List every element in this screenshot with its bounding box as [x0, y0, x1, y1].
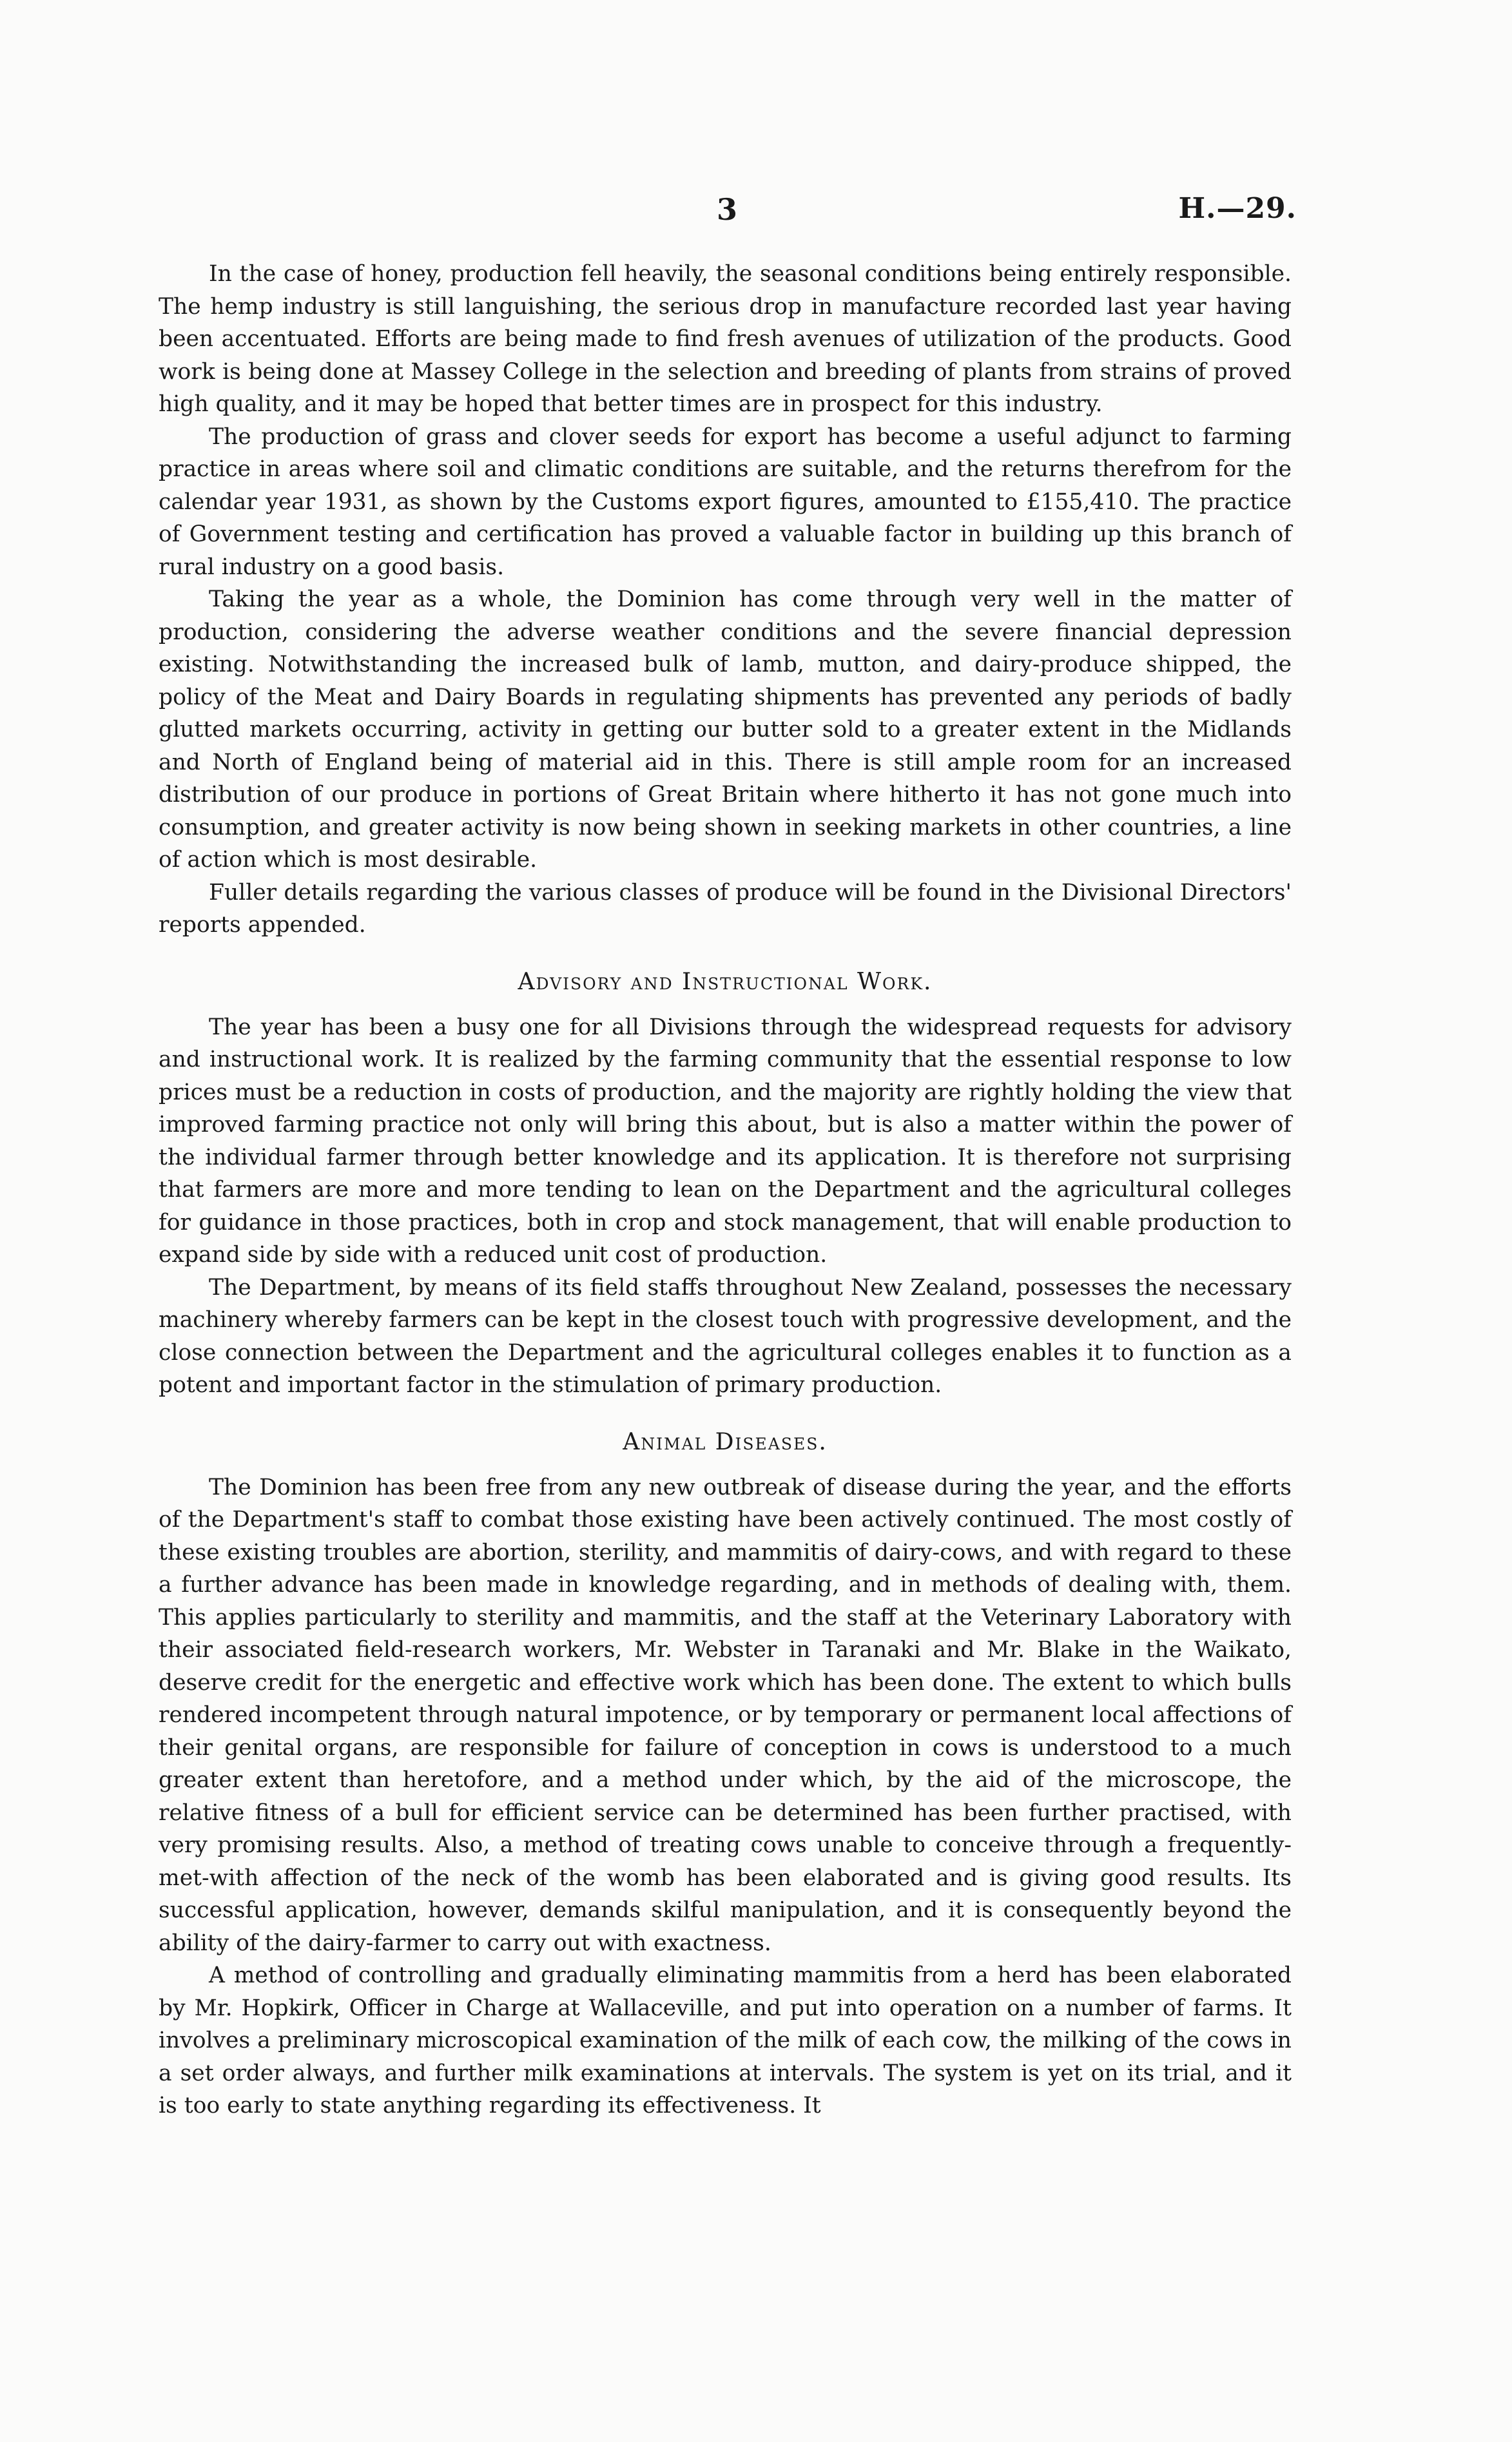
section-heading: Animal Diseases. — [623, 1428, 828, 1455]
section-production-summary — [159, 258, 1292, 942]
paragraph: In the case of honey, production fell heavily, the seasonal conditions being entirely responsible. The hemp industry is still languishing, the serious drop in manufacture recorded last year having been accentuated. Efforts are being made to find fresh avenues of utilization of the products. Good work is being done at Massey College in the selection and breeding of plants from strains of proved high quality, and it may be hoped that better times are in prospect for this industry. — [159, 261, 1292, 417]
paragraph: Fuller details regarding the various classes of produce will be found in the Divisional Directors' reports appended. — [159, 879, 1292, 938]
page-number: 3 — [716, 192, 737, 227]
section-animal-diseases — [159, 1428, 1292, 2122]
paragraph: A method of controlling and gradually eliminating mammitis from a herd has been elaborated by Mr. Hopkirk, Officer in Charge at Wallaceville, and put into operation on a number of farms. It involves a preliminary microscopical examination of the milk of each cow, the milking of the cows in a set order always, and further milk examinations at intervals. The system is yet on its trial, and it is too early to state anything regarding its effectiveness. It — [159, 1962, 1292, 2118]
section-advisory-work — [159, 967, 1292, 1402]
section-heading: Advisory and Instructional Work. — [518, 968, 933, 995]
paragraph: The year has been a busy one for all Divisions through the widespread requests for advisory and instructional work. It is realized by the farming community that the essential response to low prices must be a reduction in costs of production, and the majority are rightly holding the view that improved farming practice not only will bring this about, but is also a matter within the power of the individual farmer through better knowledge and its application. It is therefore not surprising that farmers are more and more tending to lean on the Department and the agricultural colleges for guidance in those practices, both in crop and stock management, that will enable production to expand side by side with a reduced unit cost of production. — [159, 1014, 1292, 1268]
paragraph: The production of grass and clover seeds for export has become a useful adjunct to farming practice in areas where soil and climatic conditions are suitable, and the returns therefrom for the calendar year 1931, as shown by the Customs export figures, amounted to £155,410. The practice of Government testing and certification has proved a valuable factor in building up this branch of rural industry on a good basis. — [159, 423, 1292, 580]
paragraph: Taking the year as a whole, the Dominion has come through very well in the matter of production, considering the adverse weather conditions and the severe financial depression existing. Notwithstanding the increased bulk of lamb, mutton, and dairy-produce shipped, the policy of the Meat and Dairy Boards in regulating shipments has prevented any periods of badly glutted markets occurring, activity in getting our butter sold to a greater extent in the Midlands and North of England being of material aid in this. There is still ample room for an increased distribution of our produce in portions of Great Britain where hitherto it has not gone much into consumption, and greater activity is now being shown in seeking markets in other countries, a line of action which is most desirable. — [159, 586, 1292, 873]
document-reference: H.—29. — [1178, 192, 1297, 225]
paragraph: The Dominion has been free from any new outbreak of disease during the year, and the efforts of the Department's staff to combat those existing have been actively continued. The most costly of these existing troubles are abortion, sterility, and mammitis of dairy-cows, and with regard to these a further advance has been made in knowledge regarding, and in methods of dealing with, them. This applies particularly to sterility and mammitis, and the staff at the Veterinary Laboratory with their associated field-research workers, Mr. Webster in Taranaki and Mr. Blake in the Waikato, deserve credit for the energetic and effective work which has been done. The extent to which bulls rendered incompetent through natural impotence, or by temporary or permanent local affections of their genital organs, are responsible for failure of conception in cows is understood to a much greater extent than heretofore, and a method under which, by the aid of the microscope, the relative fitness of a bull for efficient service can be determined has been further practised, with very promising results. Also, a method of treating cows unable to conceive through a frequently-met-with affection of the neck of the womb has been elaborated and is giving good results. Its successful application, however, demands skilful manipulation, and it is consequently beyond the ability of the dairy-farmer to carry out with exactness. — [159, 1474, 1292, 1956]
document-body — [159, 258, 1292, 2122]
paragraph: The Department, by means of its field staffs throughout New Zealand, possesses the necessary machinery whereby farmers can be kept in the closest touch with progressive development, and the close connection between the Department and the agricultural colleges enables it to function as a potent and important factor in the stimulation of primary production. — [159, 1274, 1292, 1398]
